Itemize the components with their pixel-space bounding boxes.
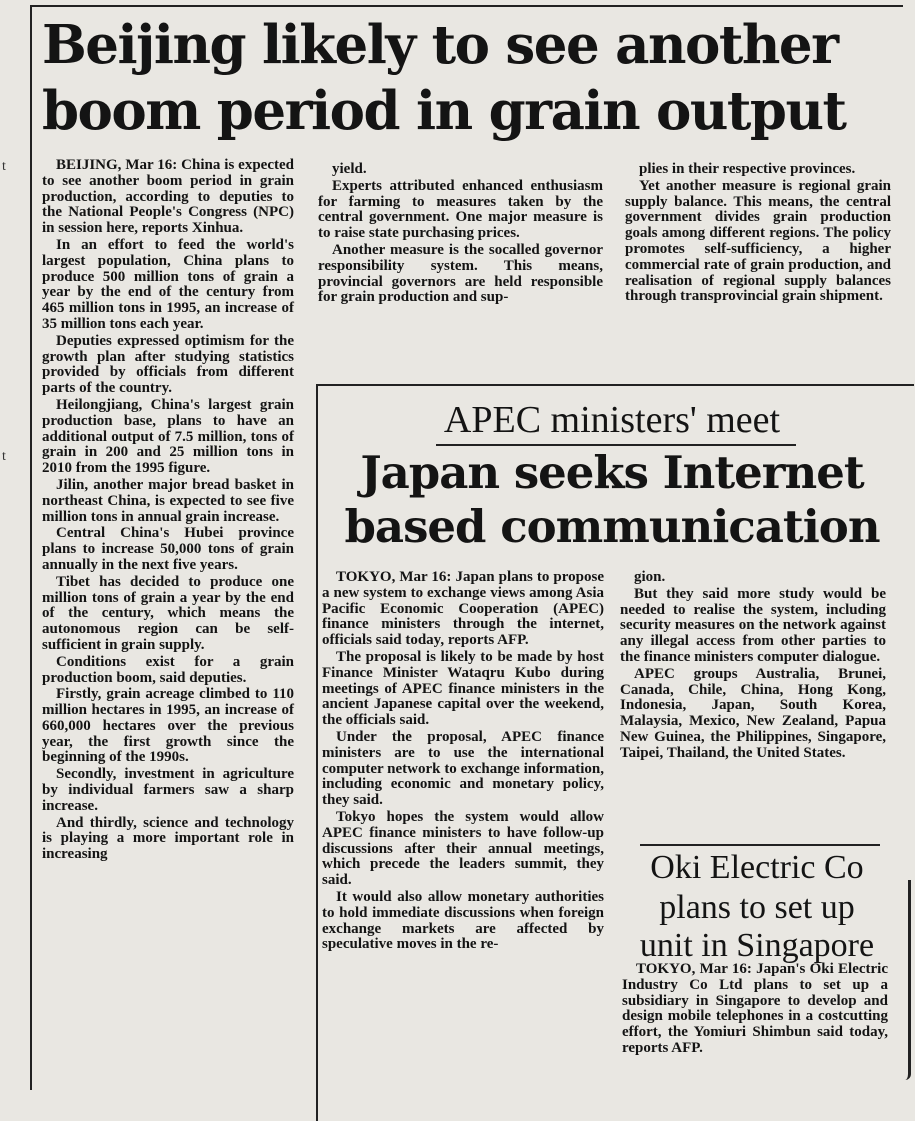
top-rule (30, 5, 903, 7)
main-headline-line2: boom period in grain output (42, 80, 846, 142)
apec-story-column-1 (322, 570, 604, 954)
oki-rule (640, 844, 880, 846)
edge-mark: t (2, 449, 6, 464)
edge-mark: t (2, 159, 6, 174)
paragraph: Another measure is the socalled governor responsibility system. This means, provincial governors are held responsible for grain production and sup- (318, 241, 603, 306)
paragraph: But they said more study would be needed to realise the system, including security measures on the network against any illegal access from other parties to the finance ministers computer dialogue. (620, 585, 886, 665)
paragraph: And thirdly, science and technology is playing a more important role in increasing (42, 814, 294, 863)
oki-headline-line2: plans to set up (659, 889, 855, 926)
paragraph: yield. (332, 161, 367, 177)
paragraph: Under the proposal, APEC finance ministers are to use the international computer network to exchange information, including economic and monetary policy, they said. (322, 728, 604, 809)
main-story-column-3 (625, 162, 891, 306)
paragraph: Tokyo hopes the system would allow APEC finance ministers to have follow-up discussions after their annual meetings, which precede the leaders summit, they said. (322, 808, 604, 889)
paragraph: TOKYO, Mar 16: Japan plans to propose a new system to exchange views among Asia Pacific Economic Cooperation (APEC) finance ministers through the internet, officials said today, reports AFP. (322, 569, 604, 649)
right-edge-rule (902, 880, 911, 1080)
paragraph: Central China's Hubei province plans to increase 50,000 tons of grain annually in the next five years. (42, 525, 294, 573)
main-headline-line1: Beijing likely to see another (42, 14, 838, 76)
oki-headline-line1: Oki Electric Co (650, 849, 864, 886)
paragraph: plies in their respective provinces. (639, 161, 856, 177)
apec-headline-line2: based communication (344, 500, 880, 553)
oki-story-body (622, 962, 888, 1058)
oki-headline-line3: unit in Singapore (639, 927, 875, 964)
paragraph: Deputies expressed optimism for the growth plan after studying statistics provided by officials from different parts of the country. (42, 332, 294, 397)
paragraph: Tibet has decided to produce one million tons of grain a year by the end of the century, which means the autonomous region can be self-sufficient in grain supply. (42, 573, 294, 653)
apec-kicker: APEC ministers' meet (443, 399, 781, 441)
paragraph: Experts attributed enhanced enthusiasm for farming to measures taken by the central government. One major measure is to raise state purchasing prices. (318, 177, 603, 242)
paragraph: BEIJING, Mar 16: China is expected to see another boom period in grain production, according to deputies to the National People's Congress (NPC) in session here, reports Xinhua. (42, 157, 294, 237)
paragraph: Jilin, another major bread basket in northeast China, is expected to see five million tons in annual grain increase. (42, 476, 294, 525)
paragraph: It would also allow monetary authorities to hold immediate discussions when foreign exchange markets are affected by speculative moves in the re- (322, 888, 604, 953)
main-story-column-1 (42, 158, 294, 864)
paragraph: Conditions exist for a grain production boom, said deputies. (42, 653, 294, 686)
paragraph: In an effort to feed the world's largest population, China plans to produce 500 million tons of grain a year by the end of the century from 465 million tons in 1995, an increase of 35 million tons each year. (42, 236, 294, 332)
paragraph: Secondly, investment in agriculture by individual farmers saw a sharp increase. (42, 766, 294, 814)
paragraph: gion. (634, 569, 666, 585)
paragraph: TOKYO, Mar 16: Japan's Oki Electric Industry Co Ltd plans to set up a subsidiary in Singapore to develop and design mobile telephones in a costcutting effort, the Yomiuri Shimbun said today, reports AFP. (622, 961, 888, 1056)
paragraph: The proposal is likely to be made by host Finance Minister Wataqru Kubo during meetings of APEC finance ministers in the ancient Japanese capital over the weekend, the officials said. (322, 648, 604, 729)
paragraph: Yet another measure is regional grain supply balance. This means, the central government divides grain production goals among different regions. The policy promotes self-sufficiency, a higher commercial rate of grain production, and realisation of regional supply balances through transprovincial grain shipment. (625, 177, 891, 305)
paragraph: APEC groups Australia, Brunei, Canada, Chile, China, Hong Kong, Indonesia, Japan, South Korea, Malaysia, Mexico, New Zealand, Papua New Guinea, the Philippines, Singapore, Taipei, Thailand, the United States. (620, 665, 886, 761)
paragraph: Heilongjiang, China's largest grain production base, plans to have an additional output of 7.5 million, tons of grain in 200 and 25 million tons in 2010 from the 1995 figure. (42, 396, 294, 477)
paragraph: Firstly, grain acreage climbed to 110 million hectares in 1995, an increase of 660,000 hectares over the previous year, the first growth since the beginning of the 1990s. (42, 686, 294, 766)
left-column-rule (30, 5, 32, 1090)
apec-headline-line1: Japan seeks Internet (360, 446, 864, 499)
main-story-column-2 (318, 162, 603, 307)
apec-story-column-2 (620, 570, 886, 763)
